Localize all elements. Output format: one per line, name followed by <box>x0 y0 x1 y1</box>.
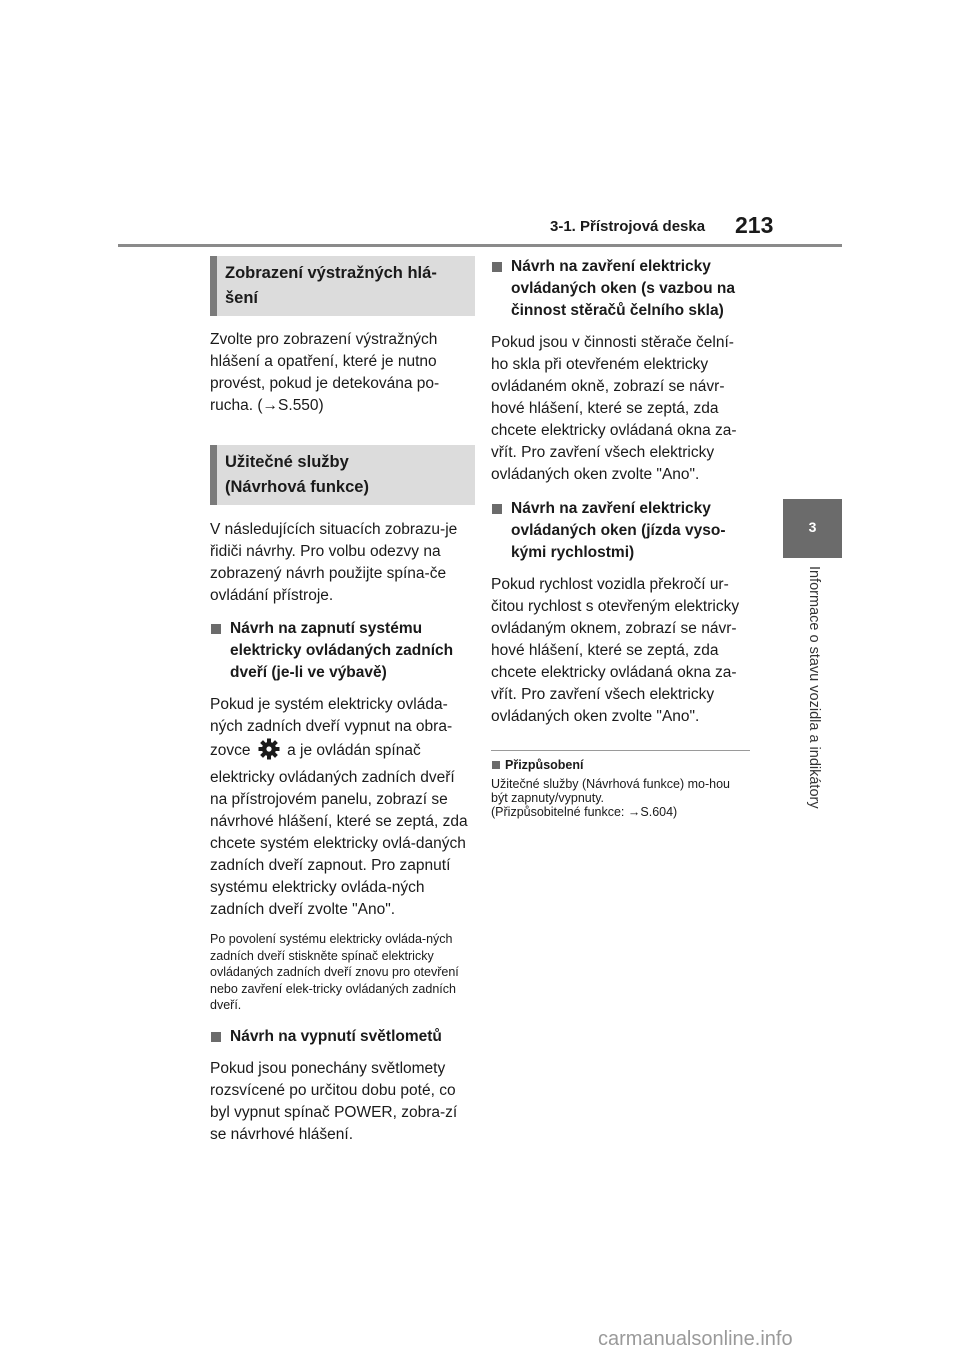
heading-headlights-text: Návrh na vypnutí světlometů <box>230 1027 442 1045</box>
note-line-1: Užitečné služby (Návrhová funkce) mo-hou být zapnuty/vypnuty. <box>491 777 730 805</box>
note-divider <box>491 750 750 751</box>
heading-rear-door-text: Návrh na zapnutí systému elektricky ovládaných zadních dveří (je-li ve výbavě) <box>230 620 454 681</box>
right-column <box>491 256 750 819</box>
rear-door-text-after-icon: a je ovládán spínač elektricky ovládaných zadních dveří na přístrojovém panelu, zobrazí se návrhové hlášení, které se zeptá, zda chcete systém elektricky ovlá-daných zadních dveří zapnout. Pro zapnutí systému elektricky ovláda-ných zadních dveří zvolte "Ano". <box>210 742 468 918</box>
chapter-tab <box>783 499 842 558</box>
heading-windows-speed <box>491 498 750 564</box>
heading-windows-wipers-text: Návrh na zavření elektricky ovládaných oken (s vazbou na činnost stěračů čelního skla) <box>511 258 735 319</box>
gear-icon <box>258 738 280 767</box>
header-divider <box>118 244 842 247</box>
square-bullet-icon <box>211 1032 221 1042</box>
section-box-useful-services-line2: (Návrhová funkce) <box>225 478 369 496</box>
note-heading-text: Přizpůsobení <box>505 758 584 772</box>
rear-door-text-before-icon: Pokud je systém elektricky ovláda-ných zadních dveří vypnut na obra-zovce <box>210 696 453 759</box>
windows-wipers-paragraph: Pokud jsou v činnosti stěrače čelní-ho skla při otevřeném elektricky ovládaném okně, zobrazí se návr-hové hlášení, které se zeptá, zda chcete elektricky ovládaná okna za-vřít. Pro zavření všech elektricky ovládaných oken zvolte "Ano". <box>491 334 737 483</box>
square-bullet-icon <box>492 761 500 769</box>
section-title: 3-1. Přístrojová deska <box>550 218 706 235</box>
windows-speed-paragraph: Pokud rychlost vozidla překročí ur-čitou rychlost s otevřeným elektricky ovládaným oknem, zobrazí se návr-hové hlášení, které se zeptá, zda chcete elektricky ovládaná okna za-vřít. Pro zavření všech elektricky ovládaných oken zvolte "Ano". <box>491 576 740 725</box>
square-bullet-icon <box>492 262 502 272</box>
suggestions-paragraph: V následujících situacích zobrazu-je řidiči návrhy. Pro volbu odezvy na zobrazený návrh použijte spína-če ovládání přístroje. <box>210 521 458 604</box>
section-box-warnings <box>210 256 475 316</box>
chapter-number: 3 <box>808 519 817 535</box>
section-box-useful-services <box>210 445 475 505</box>
page-number: 213 <box>735 212 774 238</box>
left-column <box>210 256 469 1146</box>
section-box-warnings-label: Zobrazení výstražných hlá-šení <box>225 264 437 307</box>
rear-door-note: Po povolení systému elektricky ovláda-ných zadních dveří stiskněte spínač elektricky ovládaných zadních dveří znovu pro otevření nebo zavření elek-tricky ovládaných zadních dveří. <box>210 932 459 1012</box>
note-line-2: (Přizpůsobitelné funkce: →S.604) <box>491 805 678 819</box>
square-bullet-icon <box>211 624 221 634</box>
warnings-paragraph: Zvolte pro zobrazení výstražných hlášení a opatření, které je nutno provést, pokud je detekována po-rucha. (→S.550) <box>210 331 440 414</box>
square-bullet-icon <box>492 504 502 514</box>
headlights-paragraph: Pokud jsou ponechány světlomety rozsvícené po určitou dobu poté, co byl vypnut spínač POWER, zobra-zí se návrhové hlášení. <box>210 1059 458 1143</box>
heading-rear-door <box>210 618 469 684</box>
note-heading <box>491 757 750 773</box>
chapter-caption: Informace o stavu vozidla a indikátory <box>806 566 822 809</box>
watermark: carmanualsonline.info <box>598 1328 793 1350</box>
heading-windows-wipers <box>491 256 750 322</box>
rear-door-paragraph <box>210 694 469 921</box>
heading-windows-speed-text: Návrh na zavření elektricky ovládaných oken (jízda vyso-kými rychlostmi) <box>511 500 726 561</box>
heading-headlights <box>210 1026 469 1048</box>
section-box-useful-services-line1: Užitečné služby <box>225 453 349 471</box>
